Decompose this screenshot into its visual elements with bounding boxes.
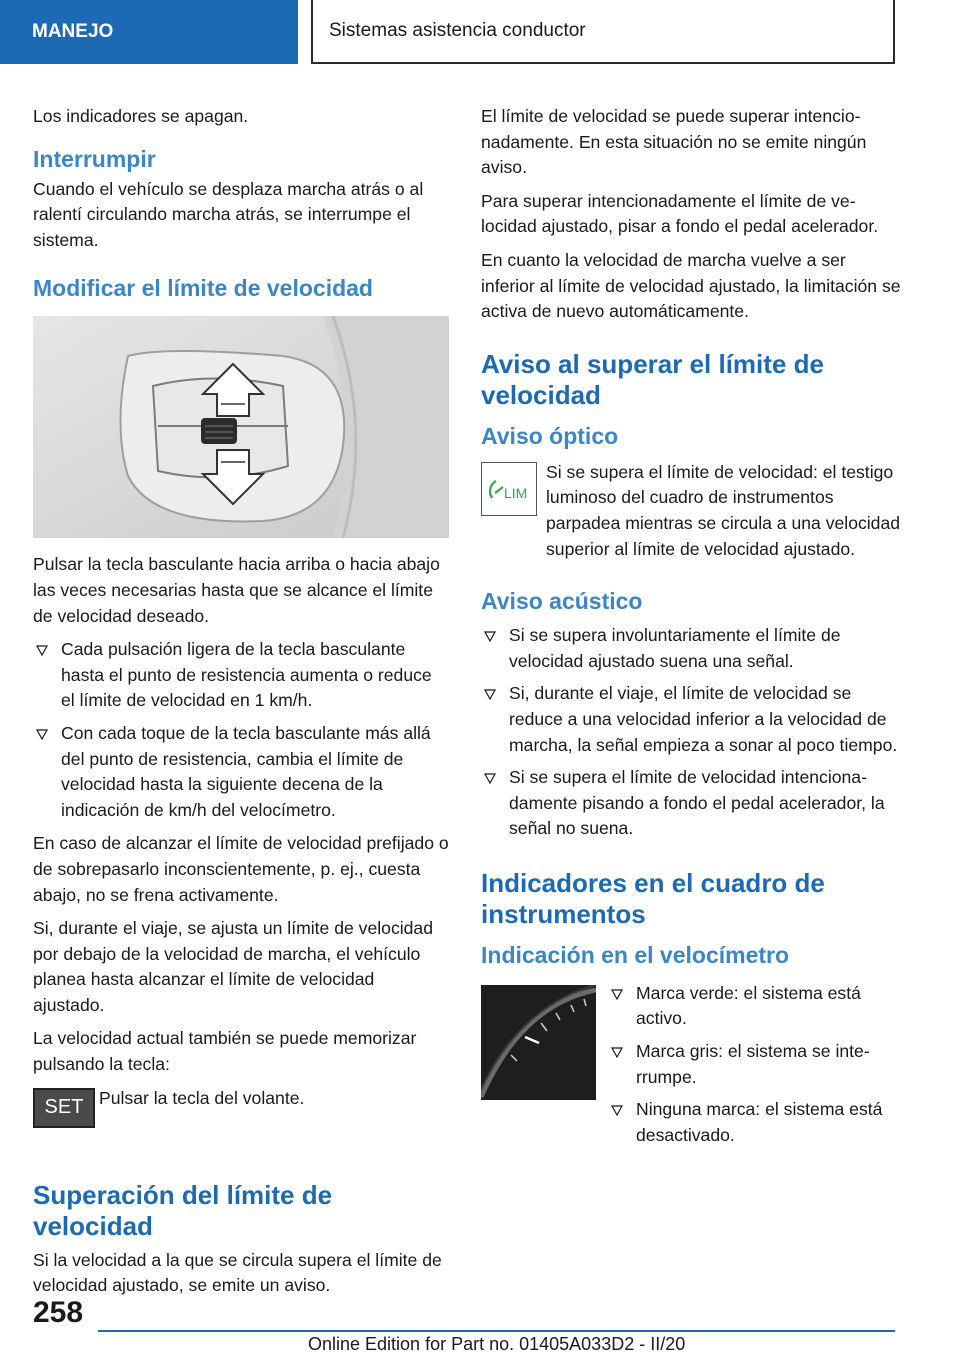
list-item: Si se supera el límite de velocidad intencionadamente pisando a fondo el pedal acelerador, la señal no suena.	[481, 765, 901, 842]
heading-cluster-indicators: Indicadores en el cuadro de instrumentos	[481, 867, 825, 929]
speed-limit-lamp-icon	[482, 463, 535, 514]
paragraph-predefined: En caso de alcanzar el límite de velocidad prefijado o de sobrepasarlo inconscientemente, p. ej., cuesta abajo, no se frena activamente.	[33, 833, 449, 905]
lim-indicator-row	[481, 460, 901, 562]
triangle-bullet-icon	[484, 631, 496, 642]
set-button-text: Pulsar la tecla del volante.	[99, 1087, 305, 1108]
list-item: Ninguna marca: el sistema está desactivado.	[608, 1097, 901, 1148]
chapter-title: Sistemas asistencia conductor	[329, 20, 586, 41]
speedometer-dial-icon	[481, 985, 596, 1100]
speedometer-bullet-list	[608, 981, 901, 1149]
list-item: Si se supera involuntariamente el límite de velocidad ajustado suena una señal.	[481, 623, 901, 674]
left-column	[33, 104, 449, 1307]
heading-interrupt: Interrumpir	[33, 145, 156, 172]
set-button-row	[33, 1086, 449, 1146]
set-button-icon: SET	[33, 1088, 95, 1128]
heading-acoustic-warning: Aviso acústico	[481, 588, 643, 615]
triangle-bullet-icon	[484, 689, 496, 700]
paragraph-rocker: Pulsar la tecla basculante hacia arriba o hacia abajo las veces necesarias hasta que se alcance el límite de velocidad deseado.	[33, 554, 440, 626]
heading-speedometer: Indicación en el velocímetro	[481, 941, 790, 968]
paragraph-intentional: El límite de velocidad se puede superar intencionadamente. En esta situación no se emite ningún aviso.	[481, 106, 867, 178]
section-title: MANEJO	[32, 21, 114, 42]
paragraph-interrupt: Cuando el vehículo se desplaza marcha atrás o al ralentí circulando marcha atrás, se interrumpe el sistema.	[33, 178, 424, 250]
paragraph-exceed: Si la velocidad a la que se circula supera el límite de velocidad ajustado, se emite un aviso.	[33, 1249, 442, 1296]
heading-optical-warning: Aviso óptico	[481, 422, 619, 449]
triangle-bullet-icon	[484, 773, 496, 784]
paragraph-indicators-off: Los indicadores se apagan.	[33, 106, 249, 126]
list-item: Marca verde: el sistema está activo.	[608, 981, 901, 1032]
steering-wheel-buttons-image	[33, 316, 449, 538]
list-item: Cada pulsación ligera de la tecla basculante hasta el punto de resistencia aumenta o reduce el límite de velocidad en 1 km/h.	[33, 637, 449, 714]
triangle-bullet-icon	[36, 645, 48, 656]
triangle-bullet-icon	[611, 1105, 623, 1116]
footer-divider	[98, 1330, 895, 1332]
paragraph-pedal: Para superar intencionadamente el límite de velocidad ajustado, pisar a fondo el pedal acelerador.	[481, 190, 879, 237]
list-item: Si, durante el viaje, el límite de velocidad se reduce a una velocidad inferior a la velocidad de marcha, la señal empieza a sonar al poco tiempo.	[481, 681, 901, 758]
lim-indicator-text: Si se supera el límite de velocidad: el testigo luminoso del cuadro de instrumentos parpadea mientras se circula a una velocidad superior al límite de velocidad ajustado.	[546, 461, 901, 559]
steering-rocker-illustration	[33, 316, 449, 538]
list-item: Con cada toque de la tecla basculante más allá del punto de resistencia, cambia el límite de velocidad hasta la siguiente decena de la indicación de km/h del velocímetro.	[33, 721, 449, 823]
edition-note: Online Edition for Part no. 01405A033D2 - II/20	[308, 1334, 686, 1354]
speedometer-row	[481, 981, 901, 1149]
triangle-bullet-icon	[611, 1047, 623, 1058]
right-column	[481, 104, 901, 1156]
heading-modify-limit: Modificar el límite de velocidad	[33, 275, 373, 302]
section-tab	[0, 0, 298, 64]
heading-limit-warning: Aviso al superar el límite de velocidad	[481, 348, 824, 410]
page-number: 258	[33, 1296, 84, 1329]
acoustic-bullet-list	[481, 623, 901, 842]
rocker-bullet-list	[33, 637, 449, 823]
heading-exceed-limit: Superación del límite de velocidad	[33, 1179, 333, 1241]
speedometer-image	[481, 985, 596, 1100]
svg-text:LIM: LIM	[504, 484, 528, 501]
list-item: Marca gris: el sistema se interrumpe.	[608, 1039, 901, 1090]
lim-indicator-icon	[481, 462, 537, 516]
triangle-bullet-icon	[36, 729, 48, 740]
paragraph-reactivate: En cuanto la velocidad de marcha vuelve a ser inferior al límite de velocidad ajustado, la limitación se activa de nuevo automáticamente.	[481, 249, 901, 322]
chapter-header	[311, 0, 895, 64]
paragraph-below-speed: Si, durante el viaje, se ajusta un límite de velocidad por debajo de la velocidad de marcha, el vehículo planea hasta alcanzar el límite de velocidad ajustado.	[33, 918, 434, 1015]
triangle-bullet-icon	[611, 989, 623, 1000]
paragraph-memorize: La velocidad actual también se puede memorizar pulsando la tecla:	[33, 1028, 417, 1075]
